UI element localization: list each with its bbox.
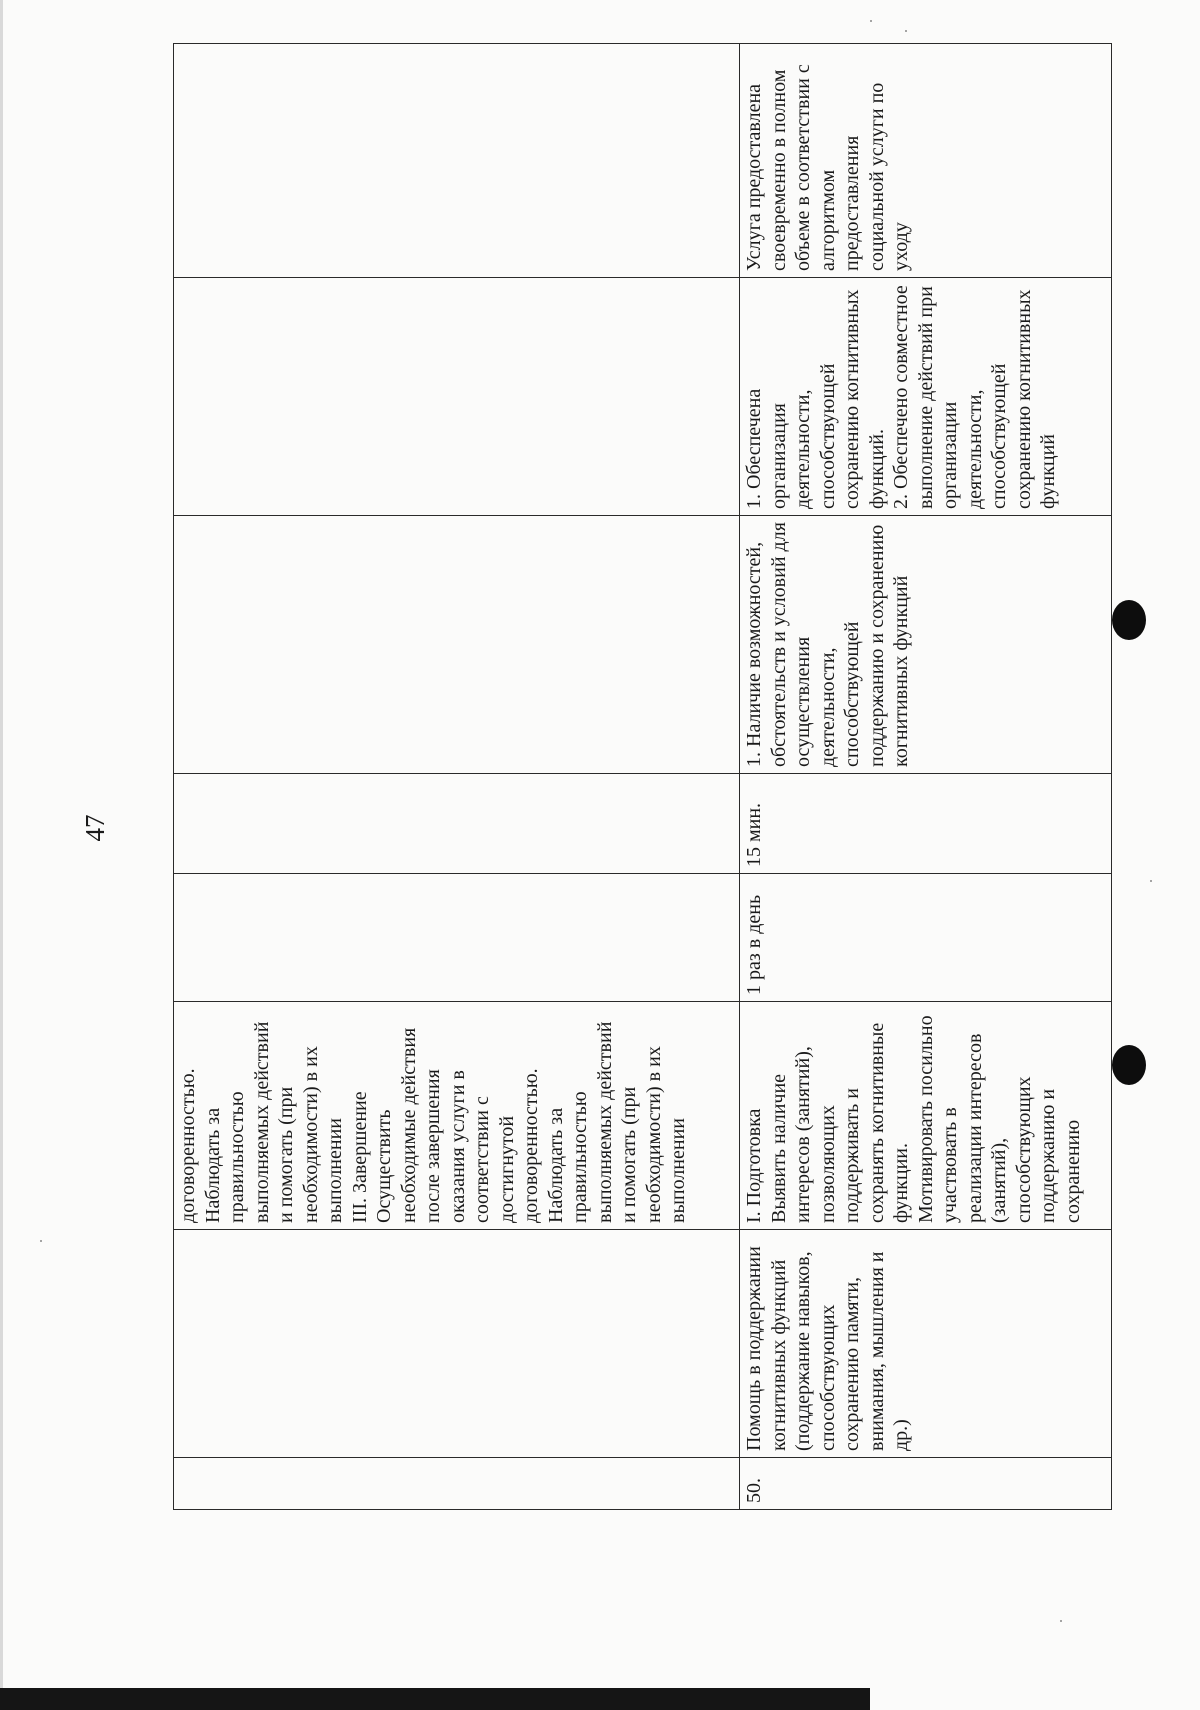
scan-speck [40,1240,42,1242]
cell-number [174,1458,740,1510]
cell-service-name: Помощь в поддержании когнитивных функций (поддержание навыков, способствующих сохранению памяти, внимания, мышления и др.) [740,1230,1112,1458]
scan-speck [1150,880,1152,882]
services-table-rotated [173,44,1111,1510]
cell-service-content: договоренностью. Наблюдать за правильностью выполняемых действий и помогать (при необходимости) в их выполнении III. Завершение Осуществить необходимые действия после завершения оказания услуги в соответствии с достигнутой договоренностью. Наблюдать за правильностью выполняемых действий и помогать (при необходимости) в их выполнении [174,1002,740,1230]
punch-hole-icon [1112,1045,1146,1085]
cell-evaluation: Услуга предоставлена своевременно в полном объеме в соответствии с алгоритмом предоставления социальной услуги по уходу [740,44,1112,278]
cell-duration: 15 мин. [740,774,1112,874]
cell-service-content: I. Подготовка Выявить наличие интересов (занятий), позволяющих поддерживать и сохранять когнитивные функции. Мотивировать посильно участвовать в реализации интересов (занятий), способствующих поддержанию и сохранению [740,1002,1112,1230]
cell-conditions [174,516,740,774]
cell-evaluation [174,44,740,278]
scan-bottom-shadow [0,1688,870,1710]
punch-hole-icon [1112,600,1146,640]
cell-result: 1. Обеспечена организация деятельности, способствующей сохранению когнитивных функций. 2. Обеспечено совместное выполнение действий при организации деятельности, способствующей сохранению когнитивных функций [740,278,1112,516]
cell-frequency [174,874,740,1002]
cell-service-name [174,1230,740,1458]
scan-speck [1060,1620,1062,1622]
page-number: 47 [80,814,110,842]
table-row-50 [740,44,1112,1510]
scan-speck [905,30,907,32]
cell-frequency: 1 раз в день [740,874,1112,1002]
cell-number: 50. [740,1458,1112,1510]
cell-result [174,278,740,516]
table-row-continuation [174,44,740,1510]
scan-speck [870,20,872,22]
cell-conditions: 1. Наличие возможностей, обстоятельств и условий для осуществления деятельности, способствующей поддержанию и сохранению когнитивных функций [740,516,1112,774]
cell-duration [174,774,740,874]
scan-left-edge [0,0,3,1710]
services-table [173,43,1112,1510]
